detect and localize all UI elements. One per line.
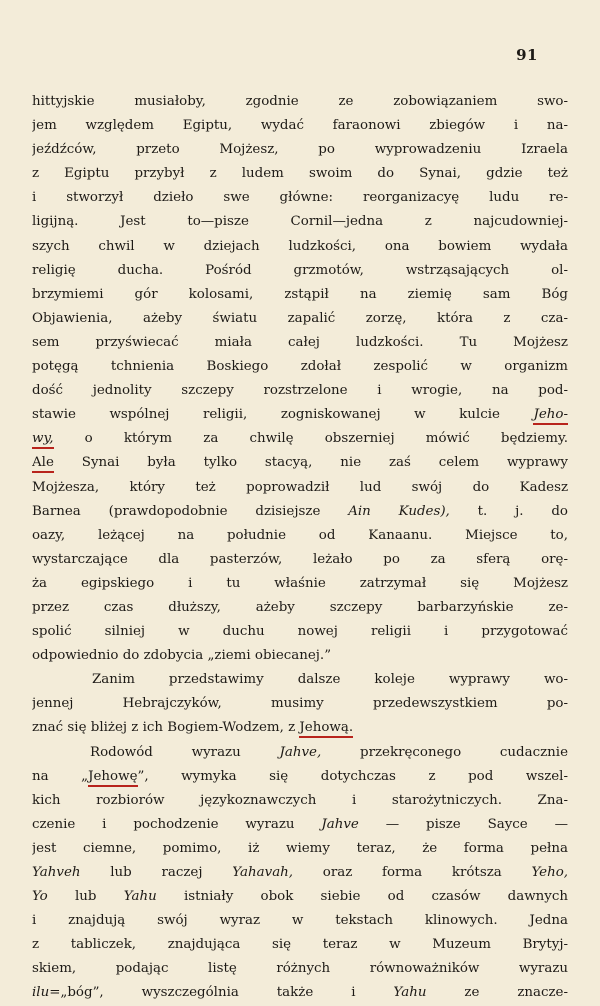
text-run: istniały obok siebie od czasów dawnych bbox=[156, 889, 568, 905]
text-run: sem przyświecać miała całej ludzkości. Tu Mojżesz bbox=[32, 334, 568, 350]
italic-text: Ain Kudes), bbox=[348, 503, 450, 519]
underlined-text: Jehową. bbox=[299, 720, 353, 738]
text-line bbox=[32, 789, 568, 813]
underlined-text: Jeho- bbox=[533, 407, 568, 425]
text-line bbox=[32, 90, 568, 114]
text-run: Rodowód wyrazu bbox=[90, 744, 280, 760]
text-run: hittyjskie musiałoby, zgodnie ze zobowiązaniem swo- bbox=[32, 94, 568, 109]
text-run: t. j. do bbox=[449, 503, 568, 519]
text-run: oraz forma krótsza bbox=[293, 865, 532, 880]
text-line bbox=[32, 162, 568, 186]
italic-text: Jahve, bbox=[279, 744, 322, 760]
text-run: brzymiemi gór kolosami, zstąpił na ziemię sam Bóg bbox=[32, 286, 568, 302]
text-run: czenie i pochodzenie wyrazu bbox=[32, 816, 322, 832]
text-line bbox=[32, 885, 568, 909]
text-line bbox=[32, 210, 568, 234]
underlined-text: Ale bbox=[32, 455, 54, 473]
text-run: z Egiptu przybył z ludem swoim do Synai, gdzie też bbox=[32, 166, 568, 182]
text-line bbox=[32, 933, 568, 957]
italic-text: Yahu bbox=[123, 889, 157, 905]
body-text bbox=[32, 90, 568, 1006]
italic-text: Yo bbox=[32, 889, 48, 905]
text-line bbox=[32, 716, 568, 740]
underlined-text: wy, bbox=[32, 431, 54, 449]
text-run: i znajdują swój wyraz w tekstach klinowych. Jedna bbox=[32, 913, 568, 929]
text-run: — pisze Sayce — bbox=[358, 816, 568, 832]
text-line bbox=[32, 813, 568, 837]
text-run: przekręconego cudacznie bbox=[321, 744, 568, 760]
italic-text: ilu bbox=[32, 985, 50, 1001]
text-run: przez czas dłuższy, ażeby szczepy barbarzyńskie ze- bbox=[32, 599, 568, 615]
text-run: lub bbox=[47, 889, 124, 905]
text-run: i stworzył dzieło swe główne: reorganizacyę ludu re- bbox=[32, 190, 568, 206]
text-run: o którym za chwilę obszerniej mówić będziemy. bbox=[53, 431, 568, 447]
text-line bbox=[32, 837, 568, 861]
text-line bbox=[32, 500, 568, 524]
page-number: 91 bbox=[516, 46, 538, 64]
text-line bbox=[32, 283, 568, 307]
text-line bbox=[32, 476, 568, 500]
text-run: Objawienia, ażeby światu zapalić zorzę, która z cza- bbox=[32, 310, 568, 326]
text-run: jeźdźców, przeto Mojżesz, po wyprowadzeniu Izraela bbox=[32, 142, 568, 158]
text-run: religię ducha. Pośród grzmotów, wstrząsających ol- bbox=[32, 262, 568, 278]
text-line bbox=[32, 765, 568, 789]
text-line bbox=[32, 861, 568, 885]
text-run: odpowiednio do zdobycia „ziemi obiecanej.” bbox=[32, 648, 332, 664]
text-line bbox=[32, 572, 568, 596]
text-run: szych chwil w dziejach ludzkości, ona bowiem wydała bbox=[32, 238, 568, 254]
text-line bbox=[32, 403, 568, 427]
italic-text: Yeho, bbox=[531, 865, 568, 880]
text-run: potęgą tchnienia Boskiego zdołał zespolić w organizm bbox=[32, 359, 568, 375]
text-line bbox=[32, 427, 568, 451]
text-line bbox=[32, 524, 568, 548]
text-run: z tabliczek, znajdująca się teraz w Muzeum Brytyj- bbox=[32, 937, 568, 953]
text-line bbox=[32, 741, 568, 765]
italic-text: Yahveh bbox=[32, 865, 81, 880]
text-run: Synai była tylko stacyą, nie zaś celem wyprawy bbox=[53, 455, 568, 471]
text-line bbox=[32, 235, 568, 259]
text-line bbox=[32, 379, 568, 403]
text-line bbox=[32, 668, 568, 692]
text-run: Mojżesza, który też poprowadził lud swój do Kadesz bbox=[32, 479, 568, 495]
text-run: kich rozbiorów językoznawczych i starożytniczych. Zna- bbox=[32, 792, 568, 808]
text-run: dość jednolity szczepy rozstrzelone i wrogie, na pod- bbox=[32, 383, 568, 399]
italic-text: Yahavah, bbox=[232, 865, 294, 880]
text-run: jennej Hebrajczyków, musimy przedewszystkiem po- bbox=[32, 696, 568, 712]
text-run: lub raczej bbox=[80, 865, 233, 880]
text-line bbox=[32, 620, 568, 644]
text-line bbox=[32, 114, 568, 138]
text-line bbox=[32, 548, 568, 572]
text-run: na „ bbox=[32, 768, 89, 784]
text-run: jest ciemne, pomimo, iż wiemy teraz, że forma pełna bbox=[32, 840, 568, 856]
text-run: wystarczające dla pasterzów, leżało po za sferą orę- bbox=[32, 551, 568, 567]
text-run: ligijną. Jest to—pisze Cornil—jedna z najcudowniej- bbox=[32, 214, 568, 230]
text-run: stawie wspólnej religii, zogniskowanej w kulcie bbox=[32, 407, 534, 423]
text-run: skiem, podając listę różnych równoważników wyrazu bbox=[32, 961, 568, 977]
text-run: ża egipskiego i tu właśnie zatrzymał się Mojżesz bbox=[32, 575, 568, 591]
text-run: Zanim przedstawimy dalsze koleje wyprawy wo- bbox=[92, 672, 568, 688]
text-run: =„bóg”, wyszczególnia także i bbox=[49, 985, 394, 1001]
text-run: spolić silniej w duchu nowej religii i przygotować bbox=[32, 624, 568, 640]
text-line bbox=[32, 355, 568, 379]
italic-text: Jahve bbox=[321, 816, 359, 832]
text-run: Barnea (prawdopodobnie dzisiejsze bbox=[32, 503, 349, 519]
text-line bbox=[32, 307, 568, 331]
text-line bbox=[32, 138, 568, 162]
text-line bbox=[32, 692, 568, 716]
underlined-text: Jehowę bbox=[88, 769, 137, 787]
text-run: oazy, leżącej na południe od Kanaanu. Miejsce to, bbox=[32, 527, 568, 543]
text-run: ze znacze- bbox=[426, 985, 568, 1001]
italic-text: Yahu bbox=[393, 985, 427, 1001]
text-line bbox=[32, 186, 568, 210]
text-run: jem względem Egiptu, wydać faraonowi zbiegów i na- bbox=[32, 118, 568, 134]
text-line bbox=[32, 451, 568, 475]
text-line bbox=[32, 909, 568, 933]
text-line bbox=[32, 981, 568, 1005]
text-line bbox=[32, 259, 568, 283]
text-run: ”, wymyka się dotychczas z pod wszel- bbox=[137, 768, 568, 784]
text-line bbox=[32, 644, 568, 668]
text-run: znać się bliżej z ich Bogiem-Wodzem, z bbox=[32, 720, 300, 736]
text-line bbox=[32, 331, 568, 355]
text-line bbox=[32, 596, 568, 620]
